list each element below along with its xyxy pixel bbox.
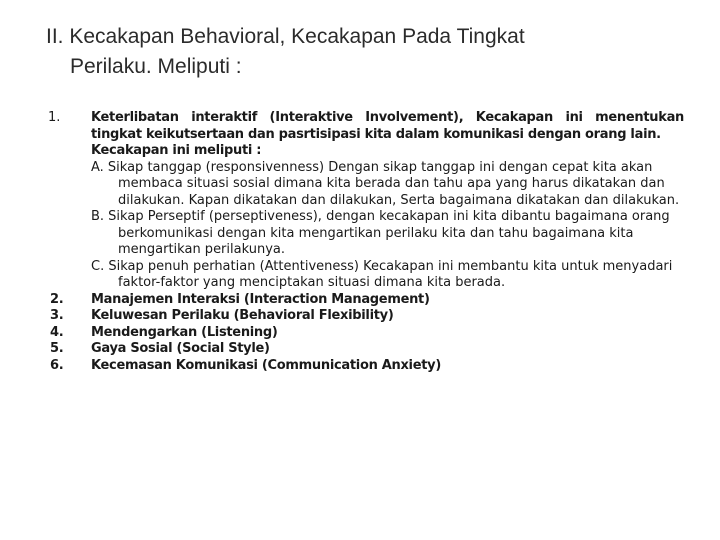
list-item-text: Mendengarkan (Listening) — [91, 324, 278, 340]
sub-item-a: A. Sikap tanggap (responsivenness) Dengan sikap tanggap ini dengan cepat kita akan membaca situasi sosial dimana kita berada dan tahu apa yang harus dikatakan dan dilakukan. Kapan dikatakan dan dilakukan, Serta bagaimana dikatakan dan dilakukan. — [91, 159, 680, 208]
list-item-text: Keluwesan Perilaku (Behavioral Flexibility) — [91, 308, 394, 323]
sub-heading: Kecakapan ini meliputi : — [91, 143, 262, 158]
slide-title — [46, 22, 686, 82]
list-item-4 — [44, 325, 684, 342]
list-number: 3. — [50, 308, 64, 323]
title-line-2: Perilaku. Meliputi : — [70, 55, 242, 78]
list-item-text: Gaya Sosial (Social Style) — [91, 341, 270, 356]
list-item-text: Manajemen Interaksi (Interaction Management) — [91, 291, 430, 307]
list-number: 2. — [50, 291, 64, 307]
list-number: 1. — [48, 110, 61, 125]
list-item-2 — [44, 292, 684, 309]
list-item-5 — [44, 341, 684, 358]
content-list — [44, 110, 684, 374]
list-number: 4. — [50, 324, 64, 340]
list-item-text: Kecemasan Komunikasi (Communication Anxiety) — [91, 357, 441, 373]
list-number: 6. — [50, 357, 64, 373]
sub-item-b: B. Sikap Perseptif (perseptiveness), dengan kecakapan ini kita dibantu bagaimana orang berkomunikasi dengan kita mengartikan perilaku kita dan tahu bagaimana kita mengartikan perilakunya. — [91, 209, 670, 257]
list-item-1 — [44, 110, 684, 292]
title-line-1: II. Kecakapan Behavioral, Kecakapan Pada Tingkat — [46, 25, 525, 48]
list-item-text: Keterlibatan interaktif (Interaktive Involvement), Kecakapan ini menentukan tingkat keikutsertaan dan pasrtisipasi kita dalam komunikasi dengan orang lain. — [91, 110, 684, 142]
list-item-6 — [44, 358, 684, 375]
list-number: 5. — [50, 341, 64, 356]
sub-item-c: C. Sikap penuh perhatian (Attentiveness) Kecakapan ini membantu kita untuk menyadari faktor-faktor yang menciptakan situasi dimana kita berada. — [91, 258, 673, 290]
list-item-3 — [44, 308, 684, 325]
